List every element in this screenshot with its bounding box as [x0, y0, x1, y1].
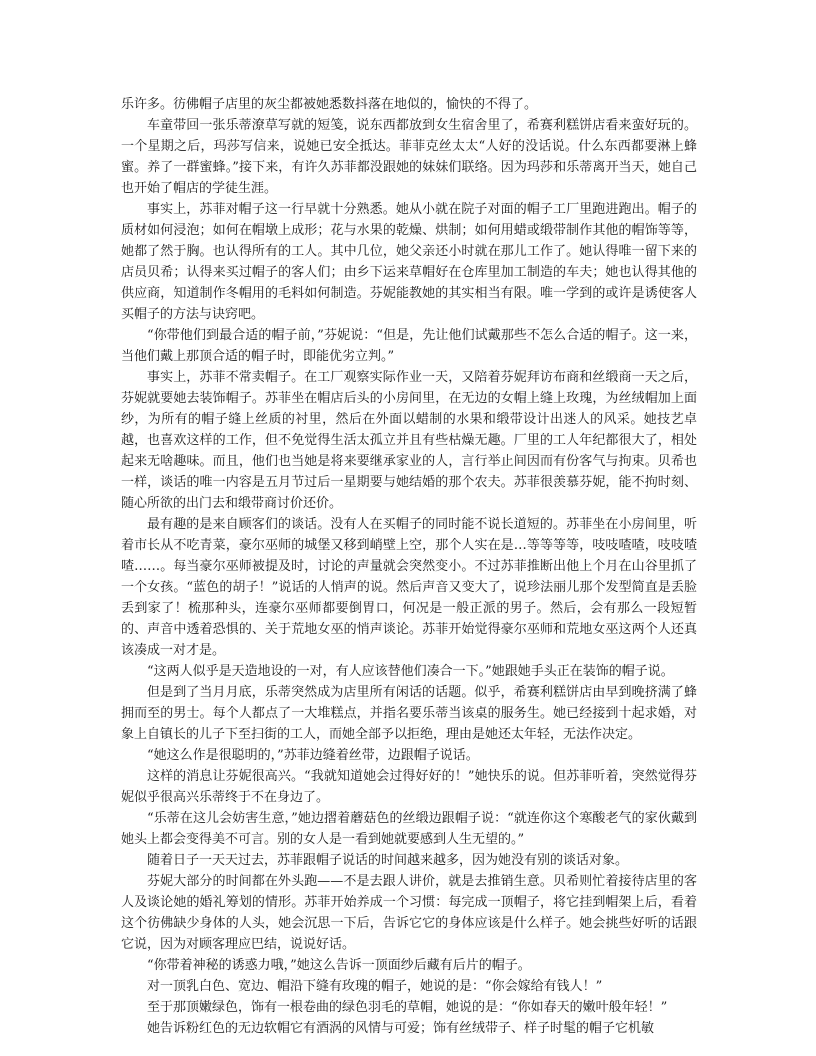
paragraph: 事实上，苏菲对帽子这一行早就十分熟悉。她从小就在院子对面的帽子工厂里跑进跑出。帽子的质材如何浸泡；如何在帽墩上成形；花与水果的乾燥、烘制；如何用蜡或缎带制作其他的帽饰等等，她都了然于胸。也认得所有的工人。其中几位，她父亲还小时就在那儿工作了。她认得唯一留下来的店员贝希；认得来买过帽子的客人们；由乡下运来草帽好在仓库里加工制造的车夫；她也认得其他的供应商，知道制作冬帽用的毛料如何制造。芬妮能教她的其实相当有限。唯一学到的或许是诱使客人买帽子的方法与诀窍吧。: [121, 202, 697, 322]
paragraph: “你带他们到最合适的帽子前，”芬妮说：“但是，先让他们试戴那些不怎么合适的帽子。这一来，当他们戴上那顶合适的帽子时，即能优劣立判。”: [121, 328, 697, 364]
paragraph: “你带着神秘的诱惑力哦，”她这么告诉一顶面纱后藏有后片的帽子。: [147, 958, 531, 973]
paragraph: 至于那顶嫩绿色，饰有一根卷曲的绿色羽毛的草帽，她说的是：“你如春天的嫩叶般年轻！”: [147, 1000, 668, 1015]
document-page: [121, 94, 697, 1039]
paragraph: 乐许多。彷佛帽子店里的灰尘都被她悉数抖落在地似的，愉快的不得了。: [121, 97, 538, 112]
paragraph: “乐蒂在这儿会妨害生意，”她边摺着蘑菇色的丝缎边跟帽子说：“就连你这个寒酸老气的家伙戴到她头上都会变得美不可言。别的女人是一看到她就要感到人生无望的。”: [121, 811, 697, 847]
paragraph: 最有趣的是来自顾客们的谈话。没有人在买帽子的同时能不说长道短的。苏菲坐在小房间里，听着市长从不吃青菜，豪尔巫师的城堡又移到峭壁上空，那个人实在是…等等等等，吱吱喳喳，吱吱喳喳……。每当豪尔巫师被提及时，讨论的声量就会突然变小。不过苏菲推断出他上个月在山谷里抓了一个女孩。“蓝色的胡子！”说话的人悄声的说。然后声音又变大了，说珍法丽儿那个发型简直是丢脸丢到家了！梳那种头，连豪尔巫师都要倒胃口，何况是一般正派的男子。然后，会有那么一段短暂的、声音中透着恐惧的、关于荒地女巫的悄声谈论。苏菲开始觉得豪尔巫师和荒地女巫这两个人还真该凑成一对才是。: [121, 517, 697, 658]
paragraph: “她这么作是很聪明的，”苏菲边缝着丝带，边跟帽子说话。: [147, 748, 479, 763]
paragraph: “这两人似乎是天造地设的一对，有人应该替他们凑合一下。”她跟她手头正在装饰的帽子说。: [147, 664, 674, 679]
paragraph: 她告诉粉红色的无边软帽它有酒涡的风情与可爱；饰有丝绒带子、样子时髦的帽子它机敏: [147, 1021, 655, 1036]
paragraph: 芬妮大部分的时间都在外头跑——不是去跟人讲价，就是去推销生意。贝希则忙着接待店里的客人及谈论她的婚礼筹划的情形。苏菲开始养成一个习惯：每完成一顶帽子，将它挂到帽架上后，看着这个彷佛缺少身体的人头，她会沉思一下后，告诉它它的身体应该是什么样子。她会挑些好听的话跟它说，因为对顾客理应巴结，说说好话。: [121, 874, 697, 952]
paragraph: 这样的消息让芬妮很高兴。“我就知道她会过得好好的！”她快乐的说。但苏菲听着，突然觉得芬妮似乎很高兴乐蒂终于不在身边了。: [121, 769, 697, 805]
paragraph: 随着日子一天天过去，苏菲跟帽子说话的时间越来越多，因为她没有别的谈话对象。: [147, 853, 629, 868]
paragraph: 车童带回一张乐蒂潦草写就的短笺，说东西都放到女生宿舍里了，希赛利糕饼店看来蛮好玩的。一个星期之后，玛莎写信来，说她已安全抵达。菲菲克丝太太“人好的没话说。什么东西都要淋上蜂蜜。养了一群蜜蜂。”接下来，有许久苏菲都没跟她的妹妹们联络。因为玛莎和乐蒂离开当天，她自己也开始了帽店的学徒生涯。: [121, 118, 697, 196]
paragraph: 但是到了当月月底，乐蒂突然成为店里所有闲话的话题。似乎，希赛利糕饼店由早到晚挤满了蜂拥而至的男士。每个人都点了一大堆糕点，并指名要乐蒂当该桌的服务生。她已经接到十起求婚，对象上自镇长的儿子下至扫街的工人，而她全部予以拒绝，理由是她还太年轻，无法作决定。: [121, 685, 697, 742]
paragraph: 事实上，苏菲不常卖帽子。在工厂观察实际作业一天，又陪着芬妮拜访布商和丝缎商一天之后，芬妮就要她去装饰帽子。苏菲坐在帽店后头的小房间里，在无边的女帽上缝上玫瑰，为丝绒帽加上面纱，为所有的帽子缝上丝质的衬里，然后在外面以蜡制的水果和缎带设计出迷人的风采。她技艺卓越，也喜欢这样的工作，但不免觉得生活太孤立并且有些枯燥无趣。厂里的工人年纪都很大了，相处起来无啥趣味。而且，他们也当她是将来要继承家业的人，言行举止间因而有份客气与拘束。贝希也一样，谈话的唯一内容是五月节过后一星期要与她结婚的那个农夫。苏菲很羡慕芬妮，能不拘时刻、随心所欲的出门去和缎带商讨价还价。: [121, 370, 697, 511]
paragraph: 对一顶乳白色、宽边、帽沿下缝有玫瑰的帽子，她说的是：“你会嫁给有钱人！”: [147, 979, 603, 994]
